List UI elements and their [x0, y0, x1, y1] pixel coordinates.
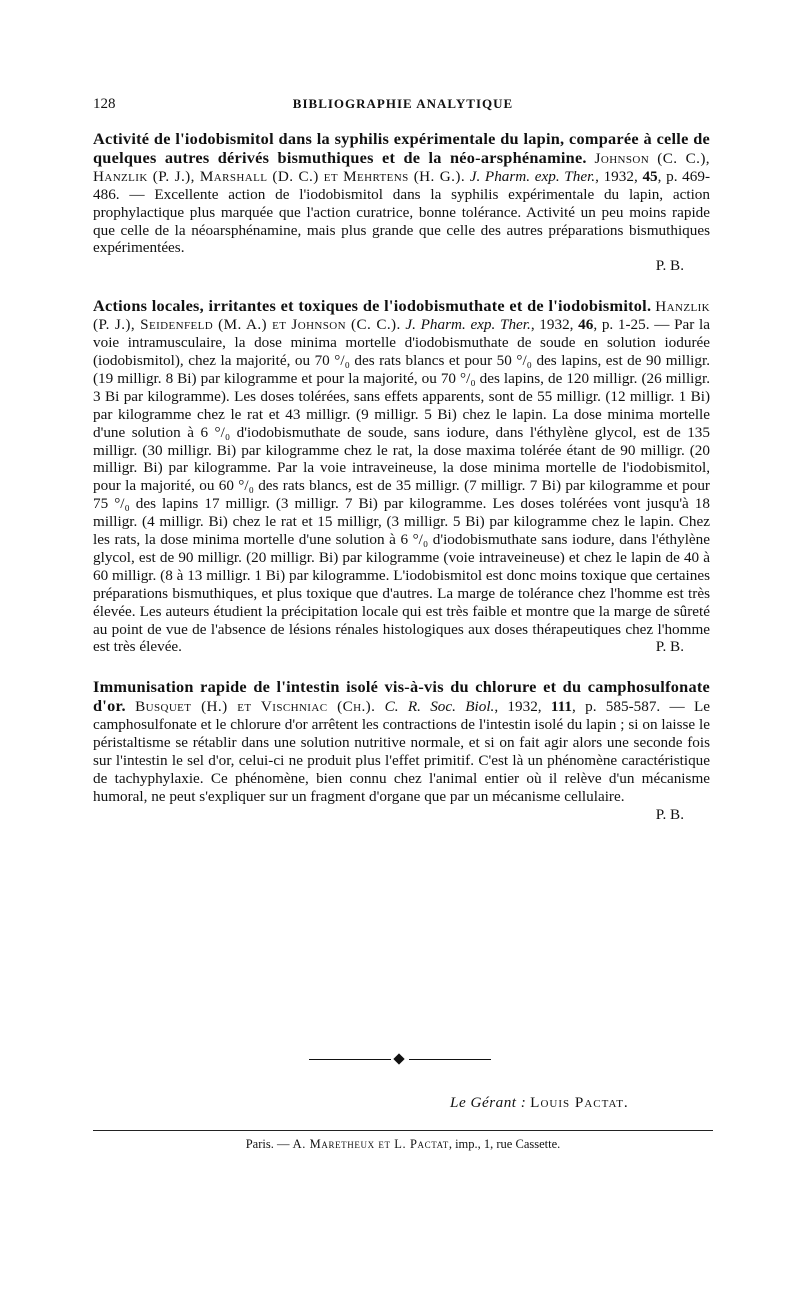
- article-entry: [93, 678, 710, 823]
- article-title: Activité de l'iodobismitol dans la syphilis expérimentale du lapin, comparée à celle de quelques autres dérivés bismuthiques et de la néo-arsphénamine.: [93, 129, 710, 167]
- article-year: , 1932,: [595, 167, 643, 185]
- article-column: [93, 130, 710, 824]
- article-abstract: Excellente action de l'iodobismitol dans la syphilis expérimentale du lapin, action prophylactique plus marquée que l'action curatrice, bonne tolérance. Activité un peu moins rapide que celle de la néoarsphénamine, mais plus grande que celle des autres préparations bismuthiques expérimentées.: [93, 185, 710, 257]
- gerant-signature: [450, 1094, 629, 1112]
- page-number: 128: [93, 96, 116, 112]
- ornamental-divider: [309, 1054, 491, 1066]
- article-volume: 111: [550, 698, 573, 716]
- article-entry: [93, 130, 710, 275]
- article-journal: C. R. Soc. Biol.: [384, 698, 495, 716]
- article-initials: P. B.: [655, 805, 684, 823]
- gerant-label: Le Gérant :: [450, 1094, 527, 1111]
- article-authors: Busquet (H.) et Vischniac (Ch.).: [135, 698, 376, 716]
- article-year: , 1932,: [494, 698, 551, 716]
- article-pages: , p. 1-25. —: [593, 316, 675, 334]
- article-year: , 1932,: [530, 316, 579, 334]
- imprint-city: Paris. —: [245, 1137, 293, 1151]
- article-abstract: Par la voie intramusculaire, la dose minima mortelle d'iodobismuthate de soude en solution iodurée (iodobismitol), chez la majorité, ou 70 °/₀ des rats blancs et pour 50 °/₀ des lapins, est de 90 milligr. (19 milligr. 8 Bi) par kilogramme et pour la majorité, ou 70 °/₀ des lapins, de 120 milligr. (26 milligr. 3 Bi par kilogramme). Les doses tolérées, sans effets apparents, sont de 55 milligr. (12 milligr. 1 Bi) par kilogramme chez le rat et 43 milligr. (9 milligr. 5 Bi) chez le lapin. La dose minima mortelle d'une solution à 6 °/₀ d'iodobismuthate de soude, sans iodure, dans l'éthylène glycol, est de 135 milligr. (30 milligr. Bi) par kilogramme chez le rat, la dose maxima tolérée étant de 90 milligr. (20 milligr. Bi) par kilogramme. Par la voie intraveineuse, la dose minima mortelle de l'iodobismitol, pour la majorité, ou 60 °/₀ des rats blancs, est de 35 milligr. (7 milligr. 7 Bi) par kilogramme et pour 75 °/₀ des lapins 17 milligr. (3 milligr. 7 Bi) par kilogramme. Les doses tolérées vont jusqu'à 18 milligr. (4 milligr. Bi) chez le rat et 15 milligr, (3 milligr. 5 Bi) par kilogramme chez le lapin. Chez les rats, la dose minima mortelle d'une solution à 6 °/₀ d'iodobismuthate sans iodure, dans l'éthylène glycol, est de 90 milligr. (20 milligr. Bi) par kilogramme (voie intraveineuse) et chez le lapin de 40 à 60 milligr. (8 à 13 milligr. 1 Bi) par kilogramme. L'iodobismitol est donc moins toxique que certaines préparations bismuthiques, et plus toxique que d'autres. La marge de tolérance chez l'homme est très élevée. Les auteurs étudient la précipitation locale qui est très faible et montre que la marge de sûreté au point de vue de l'absence de lésions rénales histologiques aux doses thérapeutiques chez l'homme est très élevée.: [93, 316, 711, 656]
- article-journal: J. Pharm. exp. Ther.: [405, 316, 531, 334]
- article-title: Actions locales, irritantes et toxiques de l'iodobismuthate et de l'iodobismitol.: [93, 296, 652, 316]
- article-entry: [93, 297, 710, 656]
- article-authors: Hanzlik (P. J.), Seidenfeld (M. A.) et Johnson (C. C.).: [93, 298, 710, 334]
- article-initials: P. B.: [655, 257, 684, 275]
- article-journal: J. Pharm. exp. Ther.: [469, 167, 596, 185]
- footer-rule: [93, 1130, 713, 1131]
- gerant-name: Louis Pactat.: [530, 1094, 629, 1111]
- article-abstract: Le camphosulfonate et le chlorure d'or arrêtent les contractions de l'intestin isolé du lapin ; si on laisse le péristaltisme se rétablir dans une solution nutritive normale, et si on fait agir alors une seconde fois sur l'intestin le sel d'or, celui-ci ne produit plus l'effet primitif. C'est là un phénomène caractéristique de tachyphylaxie. Ce phénomène, bien connu chez l'animal entier où il relève d'un mécanisme humoral, ne peut s'expliquer sur un fragment d'organe que par un mécanisme cellulaire.: [93, 698, 711, 805]
- article-volume: 45: [642, 167, 658, 185]
- article-authors: Johnson (C. C.), Hanzlik (P. J.), Marshall (D. C.) et Mehrtens (H. G.).: [93, 149, 711, 185]
- imprint-printers: A. Maretheux et L. Pactat: [292, 1137, 449, 1151]
- article-title: Immunisation rapide de l'intestin isolé vis-à-vis du chlorure et du camphosulfonate d'or.: [93, 677, 710, 716]
- article-initials: P. B.: [655, 638, 684, 656]
- imprint-address: , imp., 1, rue Cassette.: [448, 1137, 561, 1151]
- diamond-ornament-icon: [393, 1053, 404, 1064]
- article-pages: , p. 469-486. —: [93, 167, 711, 203]
- running-head: [93, 96, 713, 118]
- divider-line-left: [309, 1059, 391, 1060]
- article-pages: , p. 585-587. —: [572, 698, 694, 716]
- article-volume: 46: [578, 316, 594, 334]
- printer-imprint: [93, 1137, 713, 1152]
- divider-line-right: [409, 1059, 491, 1060]
- running-title: BIBLIOGRAPHIE ANALYTIQUE: [292, 96, 514, 111]
